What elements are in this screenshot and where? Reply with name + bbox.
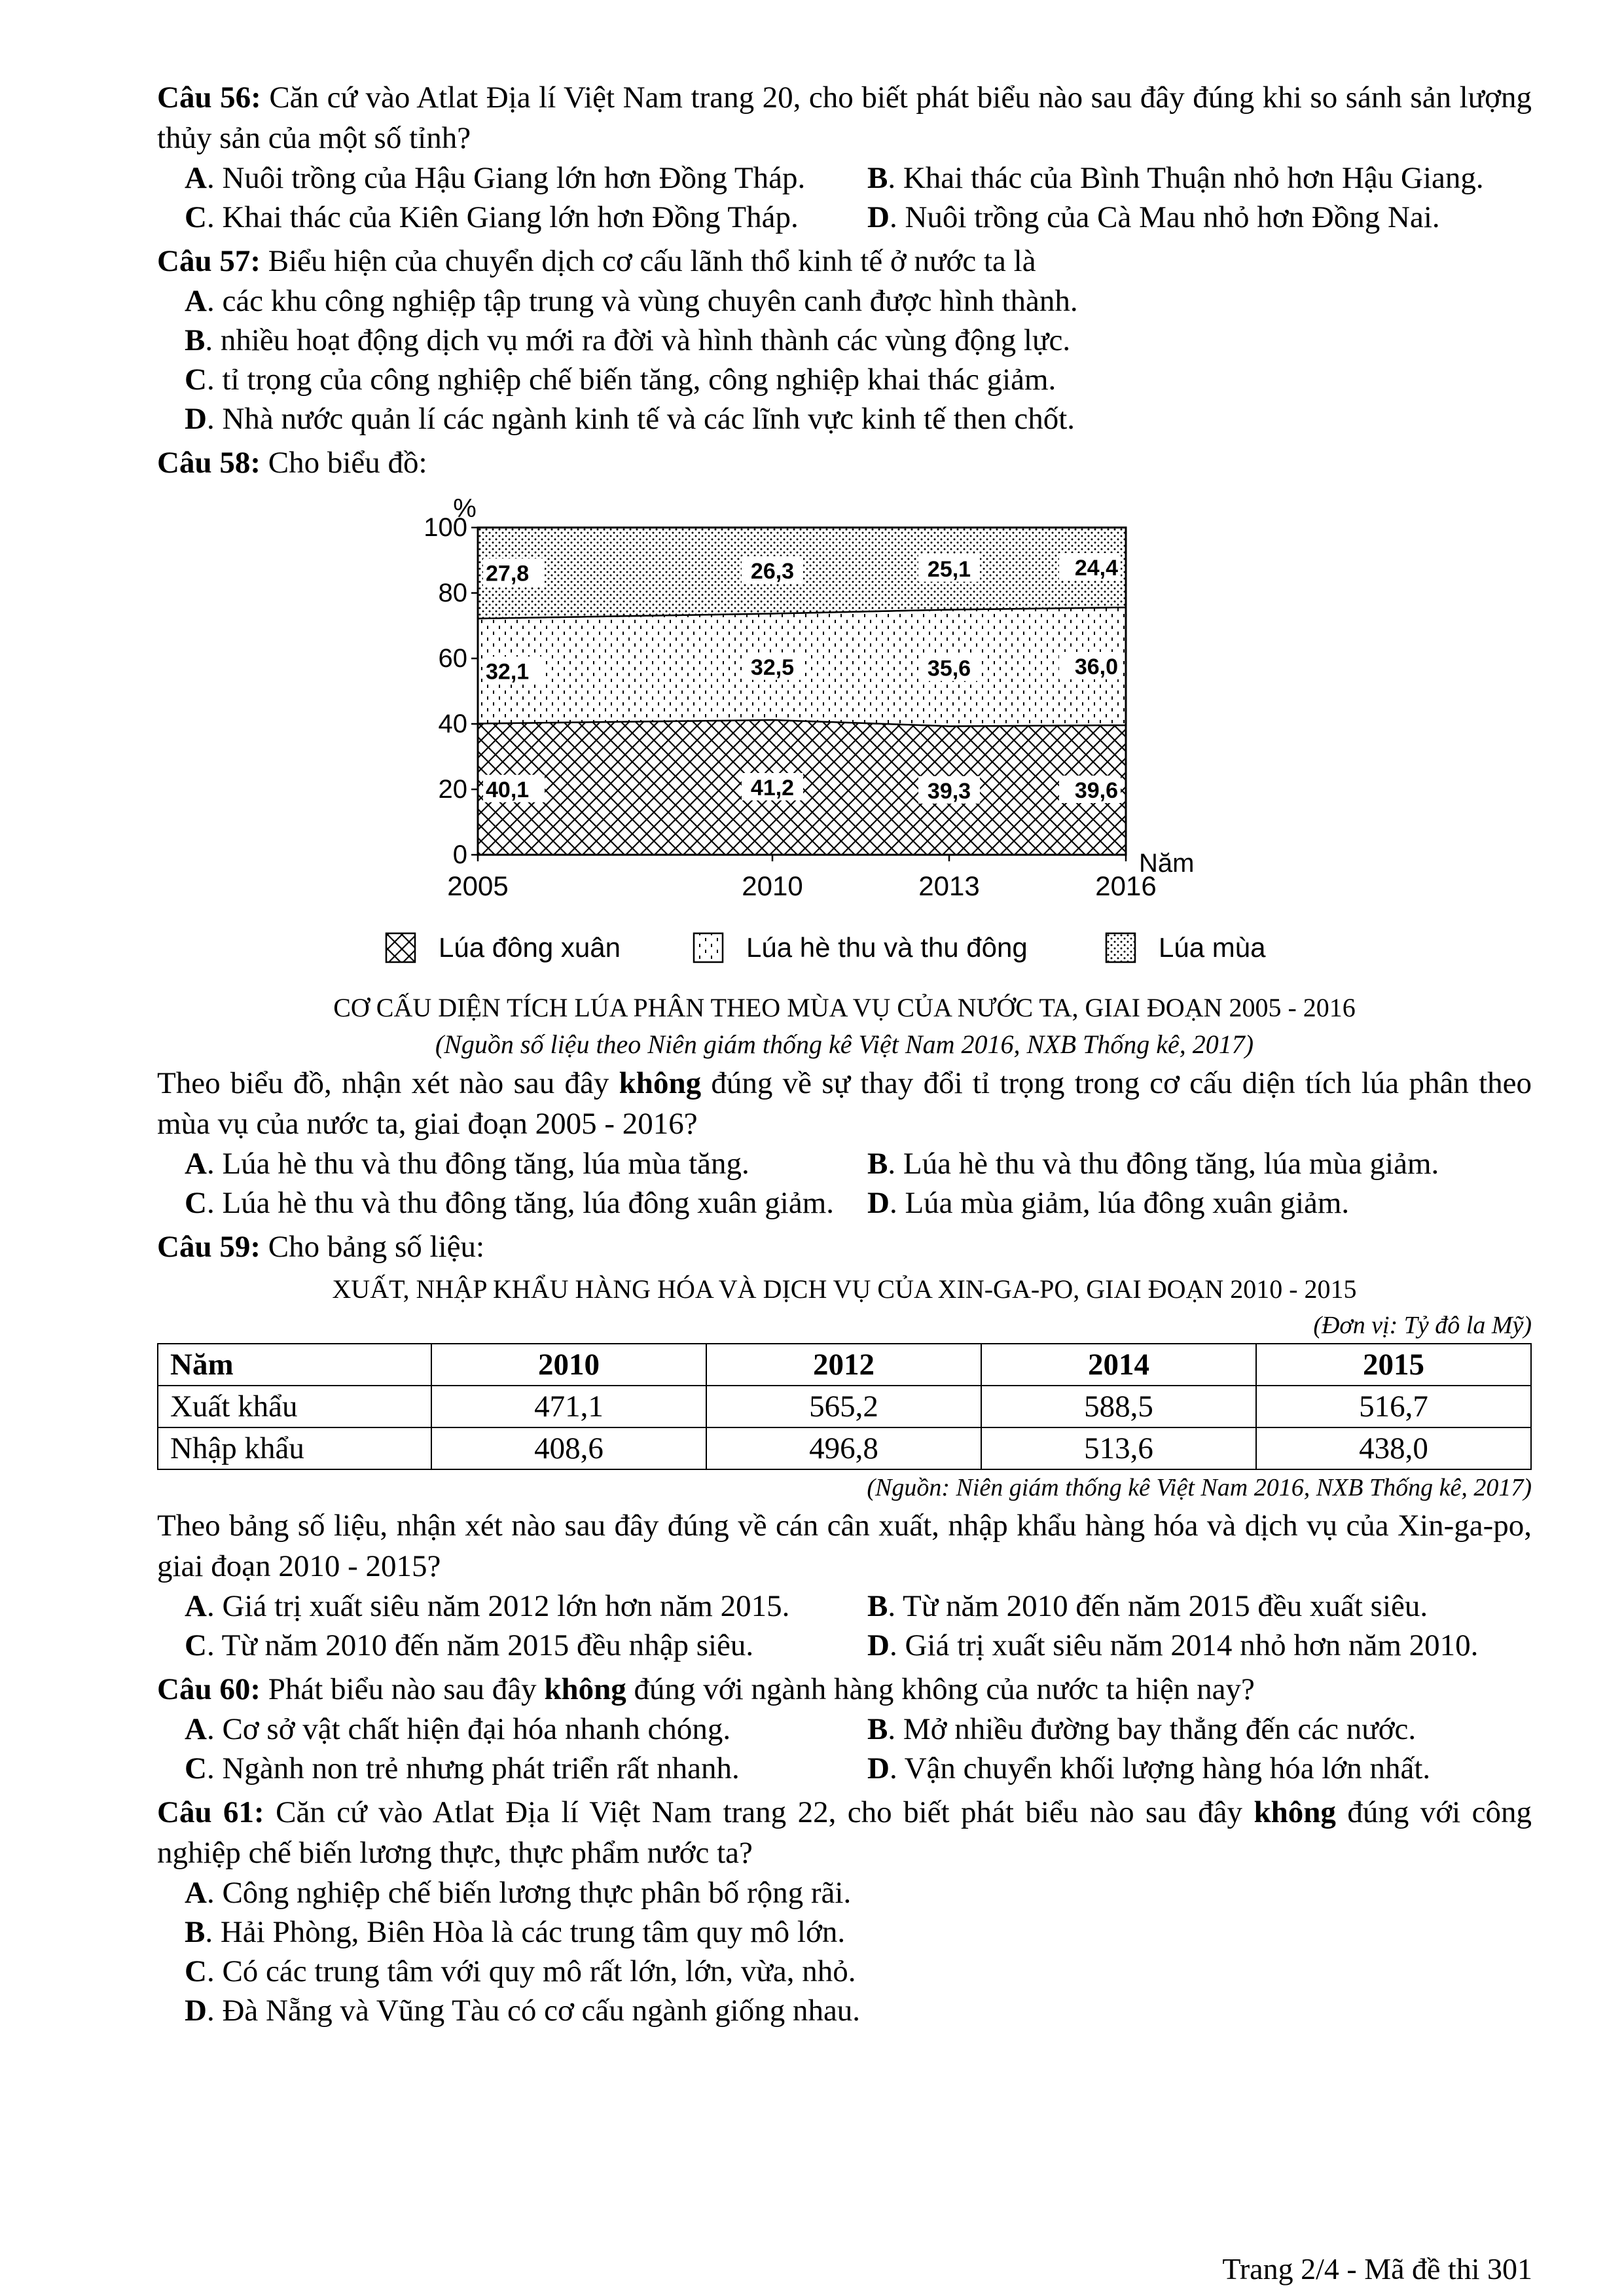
option-d[interactable]: D. Đà Nẵng và Vũng Tàu có cơ cấu ngành giống nhau. [185,1994,861,2028]
table-row [158,1386,1531,1427]
x-tick-label: 2016 [1095,870,1157,901]
page-footer: Trang 2/4 - Mã đề thi 301 [1222,2252,1532,2286]
table-cell: 471,1 [431,1386,706,1427]
question-59-options [185,1587,1532,1665]
table-cell: 516,7 [1256,1386,1531,1427]
table-cell: 513,6 [981,1427,1256,1469]
question-label: Câu 61: [157,1795,264,1829]
table-cell: 565,2 [706,1386,981,1427]
question-57 [157,241,1532,281]
x-tick-label: 2005 [447,870,509,901]
option-a[interactable]: A. Lúa hè thu và thu đông tăng, lúa mùa tăng. [185,1147,749,1181]
data-label: 32,1 [486,659,530,685]
header-cell: 2015 [1256,1344,1531,1386]
question-56 [157,77,1532,158]
chart-caption: CƠ CẤU DIỆN TÍCH LÚA PHÂN THEO MÙA VỤ CỦA NƯỚC TA, GIAI ĐOẠN 2005 - 2016 [333,993,1356,1022]
option-b[interactable]: B. Từ năm 2010 đến năm 2015 đều xuất siêu. [867,1589,1428,1623]
option-d[interactable]: D. Nuôi trồng của Cà Mau nhỏ hơn Đồng Nai. [867,200,1440,234]
question-58-options [185,1144,1532,1223]
legend-label: Lúa đông xuân [439,932,621,963]
rice-area-chart [373,488,1499,986]
header-cell: 2010 [431,1344,706,1386]
question-text: Cho biểu đồ: [268,446,427,480]
y-tick-label: 20 [438,775,467,804]
question-text: Căn cứ vào Atlat Địa lí Việt Nam trang 20, cho biết phát biểu nào sau đây đúng khi so sánh sản lượng thủy sản của một số tỉnh? [157,81,1532,155]
option-a[interactable]: A. Nuôi trồng của Hậu Giang lớn hơn Đồng Tháp. [185,161,806,195]
table-title: XUẤT, NHẬP KHẨU HÀNG HÓA VÀ DỊCH VỤ CỦA XIN-GA-PO, GIAI ĐOẠN 2010 - 2015 [332,1274,1357,1304]
option-c[interactable]: C. Có các trung tâm với quy mô rất lớn, lớn, vừa, nhỏ. [185,1954,856,1988]
legend-label: Lúa mùa [1159,932,1266,963]
option-a[interactable]: A. Cơ sở vật chất hiện đại hóa nhanh chóng. [185,1712,731,1746]
option-d[interactable]: D. Nhà nước quản lí các ngành kinh tế và các lĩnh vực kinh tế then chốt. [185,402,1075,436]
y-tick-label: 60 [438,644,467,673]
question-label: Câu 57: [157,244,261,278]
option-d[interactable]: D. Lúa mùa giảm, lúa đông xuân giảm. [867,1186,1350,1220]
data-label: 36,0 [1074,655,1118,679]
legend-label: Lúa hè thu và thu đông [746,932,1028,963]
data-label: 24,4 [1074,556,1118,581]
header-cell: 2014 [981,1344,1256,1386]
header-cell: 2012 [706,1344,981,1386]
question-57-options [185,281,1532,439]
question-61-options [185,1873,1532,2030]
option-d[interactable]: D. Giá trị xuất siêu năm 2014 nhỏ hơn năm 2010. [867,1628,1479,1662]
option-c[interactable]: C. Ngành non trẻ nhưng phát triển rất nhanh. [185,1751,740,1785]
option-c[interactable]: C. Từ năm 2010 đến năm 2015 đều nhập siêu. [185,1628,754,1662]
question-label: Câu 60: [157,1672,261,1706]
question-60-options [185,1710,1532,1788]
option-b[interactable]: B. Khai thác của Bình Thuận nhỏ hơn Hậu Giang. [867,161,1484,195]
option-b[interactable]: B. nhiều hoạt động dịch vụ mới ra đời và hình thành các vùng động lực. [185,323,1071,357]
x-axis-label: Năm [1139,849,1195,878]
question-label: Câu 59: [157,1230,261,1264]
question-61: Câu 61: Căn cứ vào Atlat Địa lí Việt Nam trang 22, cho biết phát biểu nào sau đây không đúng với công nghiệp chế biến lương thực, thực phẩm nước ta? [157,1795,1532,1870]
question-56-options [185,158,1532,237]
table-header-row [158,1344,1531,1386]
option-c[interactable]: C. Lúa hè thu và thu đông tăng, lúa đông xuân giảm. [185,1186,835,1220]
option-d[interactable]: D. Vận chuyển khối lượng hàng hóa lớn nhất. [867,1751,1431,1785]
option-b[interactable]: B. Mở nhiều đường bay thẳng đến các nước. [867,1712,1416,1746]
header-cell: Năm [158,1344,431,1386]
data-label: 27,8 [486,561,530,586]
table-row [158,1427,1531,1469]
option-a[interactable]: A. các khu công nghiệp tập trung và vùng chuyên canh được hình thành. [185,284,1078,318]
exam-page [157,77,1532,2030]
y-tick-label: 100 [424,513,467,542]
question-label: Câu 58: [157,446,261,480]
table-cell: Nhập khẩu [158,1427,431,1469]
table-source: (Nguồn: Niên giám thống kê Việt Nam 2016, NXB Thống kê, 2017) [867,1474,1532,1501]
option-b[interactable]: B. Hải Phòng, Biên Hòa là các trung tâm quy mô lớn. [185,1915,846,1949]
data-label: 25,1 [927,556,971,582]
x-tick-label: 2013 [918,870,980,901]
data-label: 26,3 [750,558,795,584]
x-tick-label: 2010 [742,870,803,901]
question-59 [157,1227,1532,1267]
data-label: 39,3 [927,778,971,804]
option-c[interactable]: C. Khai thác của Kiên Giang lớn hơn Đồng Tháp. [185,200,799,234]
table-cell: 588,5 [981,1386,1256,1427]
data-label: 32,5 [750,655,795,680]
table-unit: (Đơn vị: Tỷ đô la Mỹ) [1313,1312,1532,1339]
option-b[interactable]: B. Lúa hè thu và thu đông tăng, lúa mùa giảm. [867,1147,1439,1181]
y-tick-label: 80 [438,579,467,607]
table-cell: 408,6 [431,1427,706,1469]
option-c[interactable]: C. tỉ trọng của công nghiệp chế biến tăng, công nghiệp khai thác giảm. [185,363,1056,397]
option-a[interactable]: A. Giá trị xuất siêu năm 2012 lớn hơn năm 2015. [185,1589,790,1623]
question-text: Biểu hiện của chuyển dịch cơ cấu lãnh thổ kinh tế ở nước ta là [268,244,1036,278]
table-cell: 496,8 [706,1427,981,1469]
question-text: Cho bảng số liệu: [268,1230,485,1264]
question-58 [157,442,1532,483]
question-label: Câu 56: [157,81,261,115]
legend-swatch [1106,933,1135,962]
y-tick-label: 0 [452,840,467,869]
data-label: 35,6 [927,656,971,681]
option-a[interactable]: A. Công nghiệp chế biến lương thực phân bố rộng rãi. [185,1876,852,1910]
legend-swatch [694,933,723,962]
data-label: 40,1 [486,777,530,802]
question-59-prompt: Theo bảng số liệu, nhận xét nào sau đây đúng về cán cân xuất, nhập khẩu hàng hóa và dịch vụ của Xin-ga-po, giai đoạn 2010 - 2015? [157,1509,1532,1583]
data-label: 41,2 [750,776,795,800]
export-import-table [157,1343,1532,1470]
question-60: Câu 60: Phát biểu nào sau đây không đúng với ngành hàng không của nước ta hiện nay? [157,1672,1255,1706]
legend-swatch [386,933,415,962]
y-tick-label: 40 [438,709,467,738]
data-label: 39,6 [1074,778,1118,803]
chart-source: (Nguồn số liệu theo Niên giám thống kê Việt Nam 2016, NXB Thống kê, 2017) [435,1030,1254,1059]
question-58-prompt: Theo biểu đồ, nhận xét nào sau đây không đúng về sự thay đổi tỉ trọng trong cơ cấu diện tích lúa phân theo mùa vụ của nước ta, giai đoạn 2005 - 2016? [157,1066,1532,1141]
table-cell: 438,0 [1256,1427,1531,1469]
chart-svg [373,488,1290,986]
y-axis-label: % [453,494,477,523]
table-cell: Xuất khẩu [158,1386,431,1427]
